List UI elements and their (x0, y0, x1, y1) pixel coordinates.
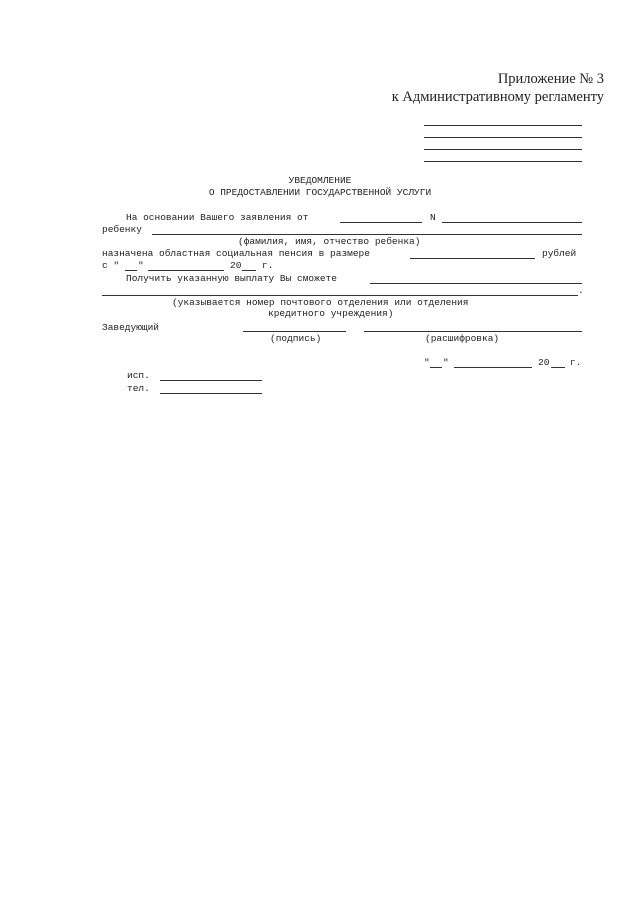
date-year-prefix: 20 (538, 357, 550, 368)
phone-field[interactable] (160, 393, 262, 394)
child-name-field[interactable] (152, 234, 582, 235)
phone-label: тел. (127, 383, 150, 394)
from-year-field[interactable] (242, 270, 256, 271)
office-caption-line1: (указывается номер почтового отделения или отделения (172, 297, 469, 308)
executor-field[interactable] (160, 380, 262, 381)
from-quote: " (138, 260, 144, 271)
from-month-field[interactable] (148, 270, 224, 271)
office-field-continued[interactable] (102, 295, 578, 296)
recipient-line (424, 137, 582, 138)
from-year-prefix: 20 (230, 260, 242, 271)
date-day-field[interactable] (430, 367, 442, 368)
document-subtitle: О ПРЕДОСТАВЛЕНИИ ГОСУДАРСТВЕННОЙ УСЛУГИ (208, 187, 432, 198)
application-number-field[interactable] (442, 222, 582, 223)
pension-amount-field[interactable] (410, 258, 535, 259)
signature-field[interactable] (243, 331, 346, 332)
decoding-caption: (расшифровка) (425, 333, 500, 344)
head-label: Заведующий (102, 322, 160, 333)
document-title: УВЕДОМЛЕНИЕ (288, 175, 352, 186)
from-year-suffix: г. (262, 260, 274, 271)
recipient-line (424, 161, 582, 162)
office-field[interactable] (370, 283, 582, 284)
appendix-number: Приложение № 3 (497, 71, 604, 87)
regulation-reference: к Административному регламенту (391, 89, 604, 105)
decoding-field[interactable] (364, 331, 582, 332)
office-caption-line2: кредитного учреждения) (268, 308, 394, 319)
from-day-field[interactable] (125, 270, 137, 271)
currency-label: рублей (542, 248, 577, 259)
child-name-caption: (фамилия, имя, отчество ребенка) (238, 236, 421, 247)
number-sign: N (430, 212, 436, 223)
executor-label: исп. (127, 370, 150, 381)
recipient-line (424, 125, 582, 126)
pension-text: назначена областная социальная пенсия в размере (102, 248, 370, 259)
date-month-field[interactable] (454, 367, 532, 368)
signature-caption: (подпись) (270, 333, 322, 344)
office-period: . (578, 285, 584, 296)
basis-text: На основании Вашего заявления от (126, 212, 309, 223)
recipient-line (424, 149, 582, 150)
child-label: ребенку (102, 224, 142, 235)
receive-text: Получить указанную выплату Вы сможете (126, 273, 337, 284)
from-label: с " (102, 260, 120, 271)
date-year-suffix: г. (570, 357, 582, 368)
date-quote-close: " (443, 357, 449, 368)
date-year-field[interactable] (551, 367, 565, 368)
application-date-field[interactable] (340, 222, 422, 223)
date-quote-open: " (424, 357, 430, 368)
